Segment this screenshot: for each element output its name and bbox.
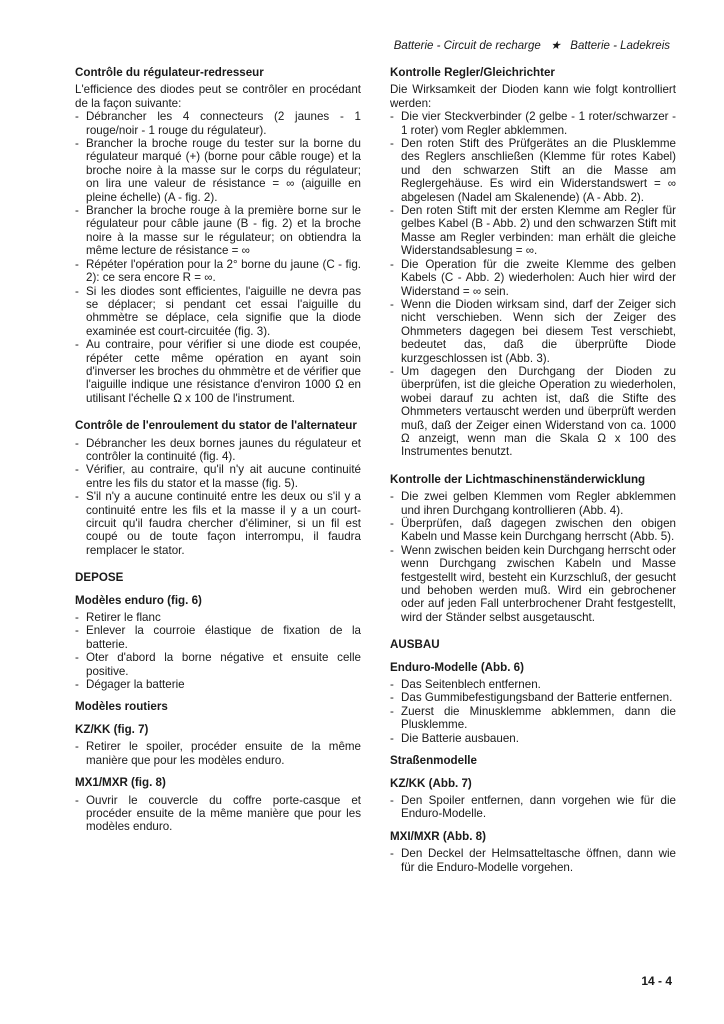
list-item: - Den roten Stift des Prüfgerätes an die Plusklemme des Reglers anschließen (Klemme für rotes Kabel) und den schwarzen Stift an die Masse am Reglergehäuse. Es wird ein Widerstandswert = ∞ abgelesen (Nadel am Skalenende) (A - Abb. 2).	[390, 137, 676, 204]
list-item: - Brancher la broche rouge du tester sur la borne du régulateur marqué (+) (borne pour câble rouge) et la broche noire à la masse sur le corps du régulateur; on lira une valeur de résistance = ∞ (aiguille en pleine échelle) (A - fig. 2).	[75, 137, 361, 204]
section-heading: KZ/KK (Abb. 7)	[390, 776, 472, 790]
list-item: - Retirer le spoiler, procéder ensuite de la même manière que pour les modèles enduro.	[75, 740, 361, 767]
section-heading: Kontrolle Regler/Gleichrichter	[390, 66, 555, 79]
list-item: - Das Seitenblech entfernen.	[390, 678, 676, 691]
list-item: - Den roten Stift mit der ersten Klemme am Regler für gelbes Kabel (B - Abb. 2) und den schwarzen Stift mit Masse am Regler verbinden: man erhält die gleiche Widerstandsablesung = ∞.	[390, 204, 676, 258]
section-heading: Enduro-Modelle (Abb. 6)	[390, 660, 524, 674]
section-heading: MXI/MXR (Abb. 8)	[390, 829, 486, 843]
running-header	[394, 38, 670, 52]
list-item: - Enlever la courroie élastique de fixation de la batterie.	[75, 624, 361, 651]
step-list	[75, 740, 361, 767]
list-item: - Den Deckel der Helmsatteltasche öffnen, dann wie für die Enduro-Modelle vorgehen.	[390, 847, 676, 874]
list-item: - Um dagegen den Durchgang der Dioden zu überprüfen, ist die gleiche Operation zu wiederholen, wobei darauf zu achten ist, daß die Stifte des Ohmmeters vertauscht werden und überprüft werden muß, daß der Zeiger einen Widerstand von ca. 1000 Ω anzeigt, wenn man die Skala Ω x 100 des Instrumentes benutzt.	[390, 365, 676, 459]
step-list	[390, 847, 676, 874]
list-item: - Débrancher les deux bornes jaunes du régulateur et contrôler la continuité (fig. 4).	[75, 437, 361, 464]
list-item: - Répéter l'opération pour la 2° borne du jaune (C - fig. 2): ce sera encore R = ∞.	[75, 258, 361, 285]
section-heading: AUSBAU	[390, 638, 440, 652]
list-item: - Si les diodes sont efficientes, l'aiguille ne devra pas se déplacer; si pendant cet essai l'aiguille du ohmmètre se déplace, cela signifie que la diode examinée est court-circuitée (fig. 3).	[75, 285, 361, 339]
section-heading: Straßenmodelle	[390, 754, 477, 768]
list-item: - Oter d'abord la borne négative et ensuite celle positive.	[75, 651, 361, 678]
step-list	[75, 110, 361, 405]
step-list	[390, 678, 676, 745]
step-list	[75, 794, 361, 834]
french-column	[75, 66, 361, 834]
list-item: - Wenn zwischen beiden kein Durchgang herrscht oder wenn Durchgang zwischen Kabeln und Masse festgestellt wird, besteht ein Kurzschluß, der gesucht und behoben werden muß. Wird ein gebrochener oder auf jeden Fall unterbrochener Draht festgestellt, wird der Ständer selbst ausgetauscht.	[390, 544, 676, 624]
list-item: - Brancher la broche rouge à la première borne sur le régulateur pour câble jaune (B - fig. 2) et la broche noire à la masse sur le régulateur; on obtiendra la même lecture de résistance = ∞	[75, 204, 361, 258]
step-list	[390, 110, 676, 459]
section-intro: L'efficience des diodes peut se contrôler en procédant de la façon suivante:	[75, 83, 361, 110]
section-heading: Kontrolle der Lichtmaschinenständerwicklung	[390, 472, 646, 486]
list-item: - Au contraire, pour vérifier si une diode est coupée, répéter cette même opération en ayant soin d'inverser les broches du ohmmètre et de vérifier que l'aiguille indique une résistance d'environ 1000 Ω en utilisant l'échelle Ω x 100 de l'instrument.	[75, 338, 361, 405]
list-item: - Dégager la batterie	[75, 678, 361, 691]
header-star: ★	[550, 40, 561, 52]
section-intro: Die Wirksamkeit der Dioden kann wie folgt kontrolliert werden:	[390, 83, 676, 110]
section-heading: DEPOSE	[75, 571, 124, 585]
section-heading: KZ/KK (fig. 7)	[75, 722, 149, 736]
section-heading: Contrôle de l'enroulement du stator de l'alternateur	[75, 419, 357, 433]
page-number: 14 - 4	[641, 974, 672, 988]
header-german: Batterie - Ladekreis	[570, 40, 670, 52]
list-item: - Die vier Steckverbinder (2 gelbe - 1 roter/schwarzer - 1 roter) vom Regler abklemmen.	[390, 110, 676, 137]
list-item: - Die Operation für die zweite Klemme des gelben Kabels (C - Abb. 2) wiederholen: Auch hier wird der Widerstand = ∞ sein.	[390, 258, 676, 298]
list-item: - Vérifier, au contraire, qu'il n'y ait aucune continuité entre les fils du stator et la masse (fig. 5).	[75, 463, 361, 490]
list-item: - Débrancher les 4 connecteurs (2 jaunes - 1 rouge/noir - 1 rouge du régulateur).	[75, 110, 361, 137]
list-item: - Überprüfen, daß dagegen zwischen den obigen Kabeln und Masse kein Durchgang herrscht (Abb. 5).	[390, 517, 676, 544]
list-item: - Die Batterie ausbauen.	[390, 732, 676, 745]
list-item: - Das Gummibefestigungsband der Batterie entfernen.	[390, 691, 676, 704]
step-list	[390, 794, 676, 821]
list-item: - Die zwei gelben Klemmen vom Regler abklemmen und ihren Durchgang kontrollieren (Abb. 4).	[390, 490, 676, 517]
section-heading: Modèles routiers	[75, 700, 168, 714]
section-heading: MX1/MXR (fig. 8)	[75, 776, 166, 790]
list-item: - Retirer le flanc	[75, 611, 361, 624]
list-item: - Ouvrir le couvercle du coffre porte-casque et procéder ensuite de la même manière que pour les modèles enduro.	[75, 794, 361, 834]
header-french: Batterie - Circuit de recharge	[393, 40, 541, 52]
section-heading: Modèles enduro (fig. 6)	[75, 593, 202, 607]
step-list	[390, 490, 676, 624]
list-item: - Wenn die Dioden wirksam sind, darf der Zeiger sich nicht verschieben. Wenn sich der Zeiger des Ohmmeters dagegen bei diesem Test verschiebt, bedeutet das, daß die überprüfte Diode kurzgeschlossen ist (Abb. 3).	[390, 298, 676, 365]
list-item: - Den Spoiler entfernen, dann vorgehen wie für die Enduro-Modelle.	[390, 794, 676, 821]
step-list	[75, 437, 361, 558]
step-list	[75, 611, 361, 691]
list-item: - Zuerst die Minusklemme abklemmen, dann die Plusklemme.	[390, 705, 676, 732]
list-item: - S'il n'y a aucune continuité entre les deux ou s'il y a continuité entre les fils et la masse il y a un court-circuit qu'il faudra chercher d'éliminer, si un fil est coupé ou de toute façon interrompu, il faudra remplacer le stator.	[75, 490, 361, 557]
german-column	[390, 66, 676, 874]
section-heading: Contrôle du régulateur-redresseur	[75, 66, 264, 79]
